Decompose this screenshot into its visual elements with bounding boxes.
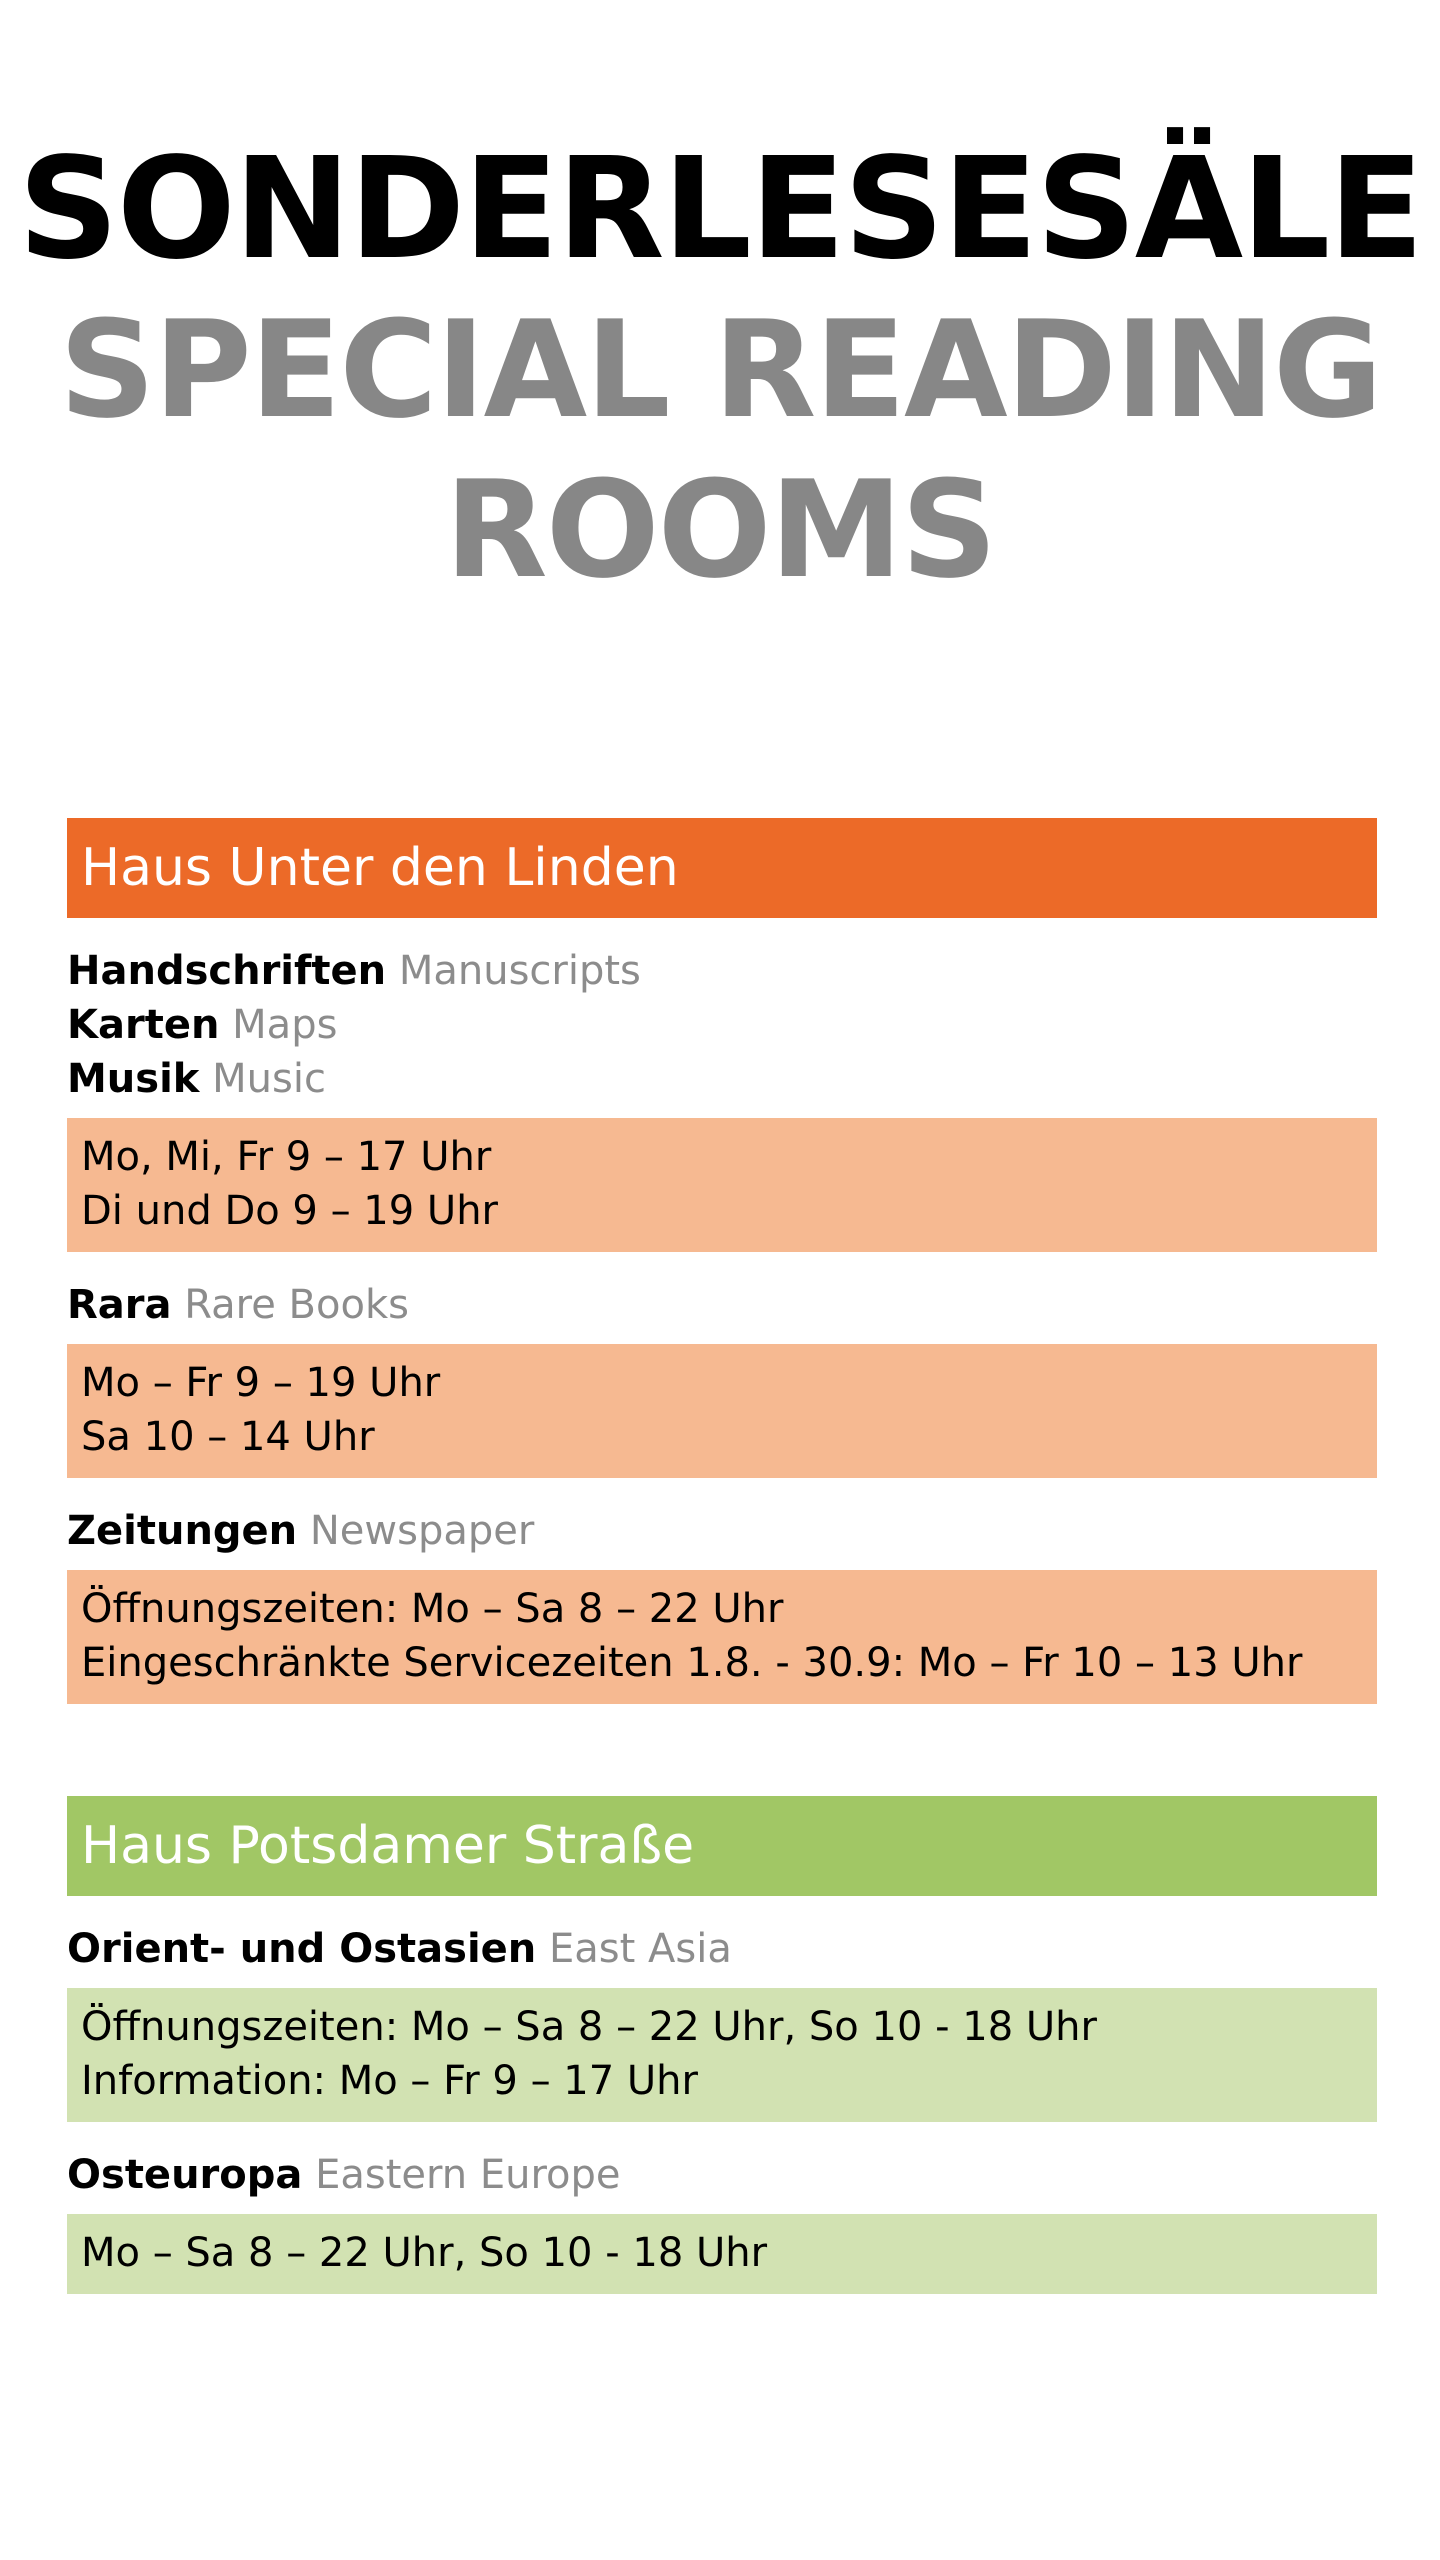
hours-line: Öffnungszeiten: Mo – Sa 8 – 22 Uhr (81, 1586, 784, 1632)
room-group (67, 944, 1377, 1252)
room-group (67, 2148, 1377, 2294)
room-handschriften (67, 944, 1377, 998)
title-english-line-1: SPECIAL READING (59, 292, 1381, 448)
room-name-en: Music (212, 1056, 326, 1102)
room-name-en: Newspaper (309, 1508, 535, 1554)
opening-hours-box (67, 1570, 1377, 1704)
opening-hours-box (67, 1344, 1377, 1478)
section-header-potsdamer-strasse: Haus Potsdamer Straße (67, 1796, 1377, 1896)
hours-line: Di und Do 9 – 19 Uhr (81, 1188, 498, 1234)
room-name-en: Eastern Europe (315, 2152, 621, 2198)
room-group (67, 1504, 1377, 1704)
room-name-de: Karten (67, 1002, 220, 1048)
room-name-de: Zeitungen (67, 1508, 298, 1554)
hours-line: Öffnungszeiten: Mo – Sa 8 – 22 Uhr, So 10 - 18 Uhr (81, 2004, 1097, 2050)
hours-line: Sa 10 – 14 Uhr (81, 1414, 375, 1460)
room-musik (67, 1052, 1377, 1106)
section-header-unter-den-linden: Haus Unter den Linden (67, 818, 1377, 918)
room-name-de: Rara (67, 1282, 172, 1328)
page-title (0, 130, 1440, 610)
room-osteuropa (67, 2148, 1377, 2202)
room-rara (67, 1278, 1377, 1332)
hours-line: Mo, Mi, Fr 9 – 17 Uhr (81, 1134, 492, 1180)
title-english-line-2: ROOMS (444, 452, 996, 608)
room-karten (67, 998, 1377, 1052)
room-name-en: Manuscripts (398, 948, 641, 994)
reading-room-list (67, 818, 1377, 2294)
room-name-de: Orient- und Ostasien (67, 1926, 537, 1972)
room-group (67, 1922, 1377, 2122)
room-name-en: Rare Books (184, 1282, 409, 1328)
room-group (67, 1278, 1377, 1478)
hours-line: Information: Mo – Fr 9 – 17 Uhr (81, 2058, 698, 2104)
room-name-de: Handschriften (67, 948, 387, 994)
opening-hours-box (67, 2214, 1377, 2294)
room-name-de: Musik (67, 1056, 200, 1102)
opening-hours-box (67, 1988, 1377, 2122)
opening-hours-box (67, 1118, 1377, 1252)
room-orient-ostasien (67, 1922, 1377, 1976)
hours-line: Mo – Sa 8 – 22 Uhr, So 10 - 18 Uhr (81, 2230, 768, 2276)
room-zeitungen (67, 1504, 1377, 1558)
hours-line: Mo – Fr 9 – 19 Uhr (81, 1360, 441, 1406)
hours-line: Eingeschränkte Servicezeiten 1.8. - 30.9: Mo – Fr 10 – 13 Uhr (81, 1640, 1303, 1686)
room-name-de: Osteuropa (67, 2152, 303, 2198)
room-name-en: East Asia (548, 1926, 732, 1972)
title-german: SONDERLESESÄLE (18, 128, 1422, 291)
room-name-en: Maps (232, 1002, 338, 1048)
